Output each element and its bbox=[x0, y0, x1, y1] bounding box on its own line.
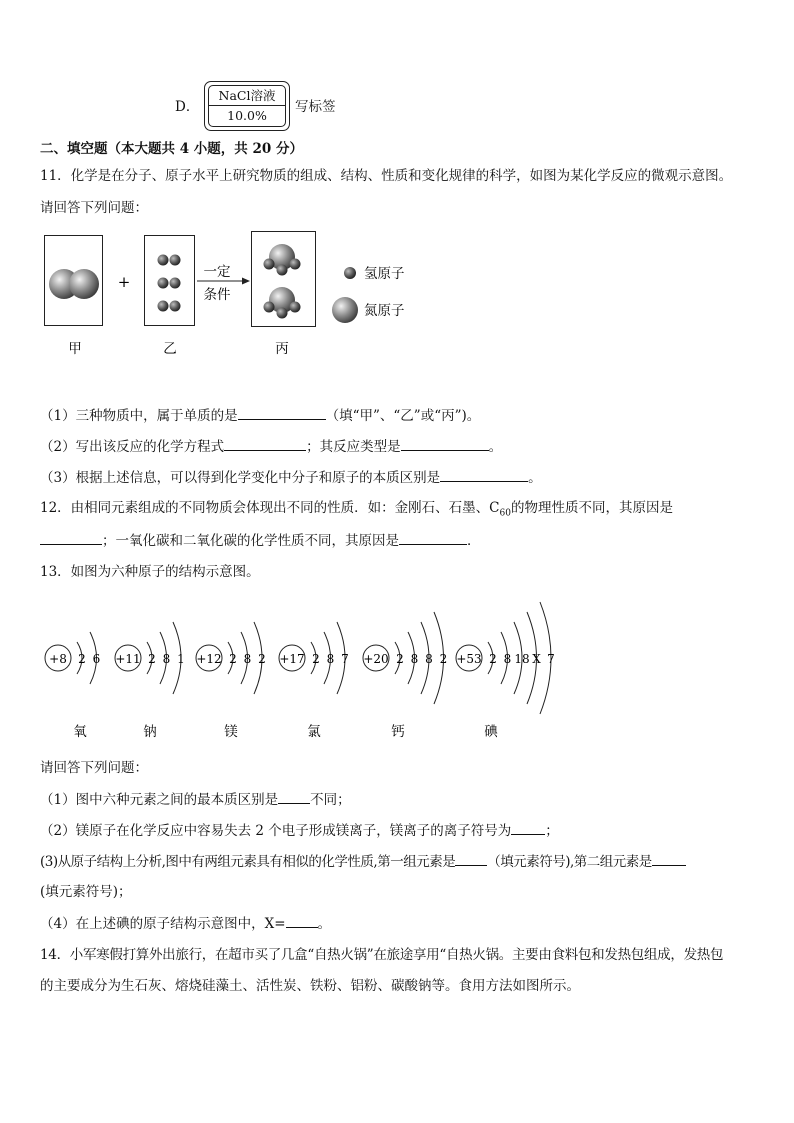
label-jia: 甲 bbox=[68, 341, 82, 357]
section-title: 二、填空题（本大题共 4 小题，共 20 分） bbox=[40, 141, 303, 157]
answer-blank[interactable] bbox=[238, 405, 326, 420]
shell-electron-count: 8 bbox=[326, 652, 335, 666]
shell-electron-count: 2 bbox=[78, 652, 86, 666]
answer-blank[interactable] bbox=[511, 820, 545, 835]
hydrogen-atom bbox=[264, 302, 275, 313]
shell-electron-count: 8 bbox=[162, 652, 171, 666]
atom-diagram bbox=[363, 612, 447, 740]
atom-diagram bbox=[45, 632, 100, 740]
legend-nitrogen-label: 氮原子 bbox=[364, 303, 405, 319]
reagent-label-name: NaCl溶液 bbox=[209, 86, 285, 106]
legend-nitrogen-icon bbox=[332, 297, 358, 323]
atom-diagram bbox=[279, 622, 349, 740]
q11-part3: （3）根据上述信息，可以得到化学变化中分子和原子的本质区别是 。 bbox=[40, 467, 542, 488]
element-name: 钠 bbox=[143, 724, 157, 740]
shell-electron-count: 2 bbox=[312, 652, 320, 666]
element-name: 氧 bbox=[73, 724, 87, 740]
shell-electron-count: 8 bbox=[503, 652, 512, 666]
shell-electron-count: 2 bbox=[148, 652, 156, 666]
shell-electron-count: 2 bbox=[489, 652, 497, 666]
element-name: 氯 bbox=[307, 724, 321, 740]
hydrogen-atom bbox=[158, 278, 169, 289]
hydrogen-atom bbox=[290, 302, 301, 313]
answer-blank[interactable] bbox=[399, 530, 467, 545]
q14-line1: 14．小军寒假打算外出旅行，在超市买了几盒“自热火锅”在旅途享用“自热火锅。主要由食料包和发热包组成，发热包 bbox=[40, 947, 724, 963]
condition-bottom: 条件 bbox=[203, 287, 231, 303]
q12-line1: 12．由相同元素组成的不同物质会体现出不同的性质．如：金刚石、石墨、$C_{60}$的物理性质不同，其原因是 bbox=[40, 500, 673, 519]
q12-line2: ；一氧化碳和二氧化碳的化学性质不同，其原因是 ． bbox=[40, 530, 481, 551]
q13-part4: （4）在上述碘的原子结构示意图中，X= 。 bbox=[40, 913, 331, 934]
arrow-head-icon bbox=[242, 278, 250, 285]
nucleus-charge: +53 bbox=[456, 652, 482, 666]
answer-blank[interactable] bbox=[224, 436, 306, 451]
q11-stem-line1: 11．化学是在分子、原子水平上研究物质的组成、结构、性质和变化规律的科学，如图为某化学反应的微观示意图。 bbox=[40, 168, 733, 184]
atom-diagram bbox=[456, 602, 555, 740]
box-yi bbox=[145, 236, 195, 326]
answer-blank[interactable] bbox=[286, 913, 318, 928]
atom-diagram bbox=[196, 622, 266, 740]
reagent-label bbox=[204, 81, 290, 131]
shell-electron-count: 2 bbox=[258, 652, 266, 666]
element-name: 镁 bbox=[224, 724, 238, 740]
shell-electron-count: X bbox=[532, 652, 541, 666]
answer-blank[interactable] bbox=[652, 851, 686, 866]
plus-sign: + bbox=[117, 273, 131, 291]
nucleus-charge: +11 bbox=[115, 652, 141, 666]
answer-blank[interactable] bbox=[455, 851, 487, 866]
shell-electron-count: 7 bbox=[341, 652, 349, 666]
label-bing: 丙 bbox=[275, 341, 289, 357]
q13-part1: （1）图中六种元素之间的最本质区别是 不同； bbox=[40, 789, 351, 810]
answer-blank[interactable] bbox=[40, 530, 102, 545]
q14-line2: 的主要成分为生石灰、熔烧硅藻土、活性炭、铁粉、铝粉、碳酸钠等。食用方法如图所示。 bbox=[40, 978, 580, 994]
nucleus-charge: +17 bbox=[279, 652, 305, 666]
atom-diagram bbox=[115, 622, 185, 740]
reaction-diagram bbox=[0, 225, 794, 365]
element-name: 碘 bbox=[484, 724, 498, 740]
shell-electron-count: 6 bbox=[92, 652, 101, 666]
answer-blank[interactable] bbox=[278, 789, 310, 804]
shell-electron-count: 1 bbox=[177, 652, 185, 666]
shell-electron-count: 8 bbox=[410, 652, 419, 666]
hydrogen-atom bbox=[277, 308, 288, 319]
shell-electron-count: 7 bbox=[547, 652, 555, 666]
shell-electron-count: 8 bbox=[425, 652, 433, 666]
q13-part3: (3)从原子结构上分析,图中有两组元素具有相似的化学性质,第一组元素是 （填元素符号),第二组元素是 bbox=[40, 851, 686, 872]
atom-structures-diagram bbox=[0, 592, 794, 752]
q13-stem: 13．如图为六种原子的结构示意图。 bbox=[40, 564, 260, 580]
reagent-label-concentration: 10.0% bbox=[227, 108, 267, 123]
element-name: 钙 bbox=[391, 724, 405, 740]
hydrogen-atom bbox=[264, 259, 275, 270]
hydrogen-atom bbox=[170, 255, 181, 266]
legend-hydrogen-label: 氢原子 bbox=[364, 266, 405, 282]
nitrogen-atom bbox=[69, 269, 99, 299]
shell-electron-count: 8 bbox=[243, 652, 252, 666]
hydrogen-atom bbox=[277, 265, 288, 276]
condition-top: 一定 bbox=[203, 264, 231, 280]
hydrogen-atom bbox=[290, 259, 301, 270]
shell-electron-count: 2 bbox=[229, 652, 237, 666]
nucleus-charge: +20 bbox=[363, 652, 389, 666]
hydrogen-atom bbox=[158, 255, 169, 266]
hydrogen-atom bbox=[170, 278, 181, 289]
shell-electron-count: 2 bbox=[439, 652, 448, 666]
shell-electron-count: 2 bbox=[396, 652, 404, 666]
q13-part3-cont: (填元素符号)； bbox=[40, 884, 132, 900]
answer-blank[interactable] bbox=[401, 436, 489, 451]
hydrogen-atom bbox=[170, 301, 181, 312]
hydrogen-atom bbox=[158, 301, 169, 312]
q11-part1: （1）三种物质中，属于单质的是 （填“甲”、“乙”或“丙”)。 bbox=[40, 405, 480, 426]
q13-part2: （2）镁原子在化学反应中容易失去 2 个电子形成镁离子，镁离子的离子符号为 ； bbox=[40, 820, 559, 841]
answer-blank[interactable] bbox=[440, 467, 528, 482]
option-d-letter: D． bbox=[175, 99, 200, 115]
q13-prompt: 请回答下列问题： bbox=[40, 760, 148, 776]
legend-hydrogen-icon bbox=[344, 267, 356, 279]
label-yi: 乙 bbox=[163, 341, 177, 357]
q11-stem-line2: 请回答下列问题： bbox=[40, 200, 148, 216]
shell-electron-count: 18 bbox=[514, 652, 530, 666]
q11-part2: （2）写出该反应的化学方程式 ；其反应类型是 。 bbox=[40, 436, 502, 457]
nucleus-charge: +8 bbox=[49, 652, 67, 666]
option-d-caption: 写标签 bbox=[295, 99, 336, 115]
nucleus-charge: +12 bbox=[196, 652, 222, 666]
